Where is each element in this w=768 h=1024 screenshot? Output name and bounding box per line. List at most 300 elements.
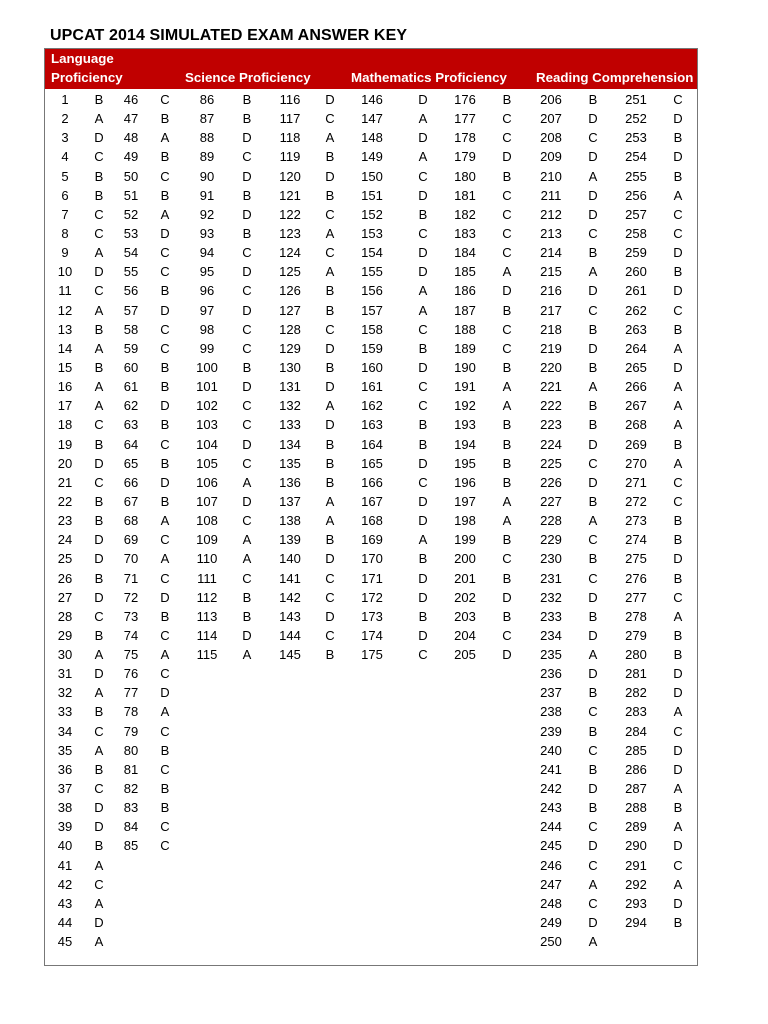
answer-letter: B: [673, 321, 683, 337]
question-number: 36: [57, 761, 73, 777]
answer-letter: B: [502, 474, 512, 490]
table-row: [45, 817, 697, 836]
answer-letter: C: [94, 206, 104, 222]
question-number: 60: [123, 359, 139, 375]
answer-letter: D: [588, 589, 598, 605]
question-number: 284: [625, 723, 647, 739]
answer-letter: D: [673, 685, 683, 701]
question-number: 26: [57, 570, 73, 586]
table-row: [45, 894, 697, 913]
answer-letter: C: [160, 627, 170, 643]
question-number: 15: [57, 359, 73, 375]
question-number: 220: [540, 359, 562, 375]
question-number: 250: [540, 934, 562, 950]
question-number: 236: [540, 666, 562, 682]
answer-letter: B: [94, 838, 104, 854]
table-row: [45, 760, 697, 779]
question-number: 68: [123, 513, 139, 529]
question-number: 216: [540, 283, 562, 299]
question-number: 97: [199, 302, 215, 318]
question-number: 270: [625, 455, 647, 471]
answer-letter: D: [673, 283, 683, 299]
answer-letter: C: [673, 857, 683, 873]
question-number: 85: [123, 838, 139, 854]
answer-letter: C: [94, 225, 104, 241]
table-row: [45, 798, 697, 817]
answer-letter: A: [588, 168, 598, 184]
question-number: 63: [123, 417, 139, 433]
question-number: 18: [57, 417, 73, 433]
question-number: 99: [199, 340, 215, 356]
question-number: 122: [279, 206, 301, 222]
question-number: 190: [454, 359, 476, 375]
answer-letter: D: [242, 493, 252, 509]
answer-letter: B: [588, 800, 598, 816]
table-row: [45, 588, 697, 607]
answer-letter: B: [325, 647, 335, 663]
answer-letter: B: [325, 474, 335, 490]
question-number: 168: [361, 513, 383, 529]
table-row: [45, 377, 697, 396]
question-number: 148: [361, 130, 383, 146]
answer-letter: D: [94, 915, 104, 931]
question-number: 2: [61, 111, 69, 127]
question-number: 193: [454, 417, 476, 433]
answer-letter: B: [325, 455, 335, 471]
answer-letter: C: [160, 819, 170, 835]
question-number: 89: [199, 149, 215, 165]
answer-letter: D: [94, 800, 104, 816]
question-number: 183: [454, 225, 476, 241]
table-row: [45, 569, 697, 588]
question-number: 27: [57, 589, 73, 605]
question-number: 154: [361, 245, 383, 261]
question-number: 34: [57, 723, 73, 739]
answer-letter: D: [242, 627, 252, 643]
question-number: 51: [123, 187, 139, 203]
question-number: 151: [361, 187, 383, 203]
answer-letter: A: [588, 513, 598, 529]
table-row: [45, 90, 697, 109]
question-number: 163: [361, 417, 383, 433]
question-number: 290: [625, 838, 647, 854]
answer-letter: D: [94, 532, 104, 548]
question-number: 45: [57, 934, 73, 950]
question-number: 61: [123, 379, 139, 395]
question-number: 262: [625, 302, 647, 318]
table-row: [45, 167, 697, 186]
answer-letter: D: [673, 359, 683, 375]
question-number: 96: [199, 283, 215, 299]
question-number: 231: [540, 570, 562, 586]
question-number: 258: [625, 225, 647, 241]
question-number: 259: [625, 245, 647, 261]
answer-letter: D: [94, 130, 104, 146]
question-number: 42: [57, 876, 73, 892]
question-number: 208: [540, 130, 562, 146]
question-number: 141: [279, 570, 301, 586]
question-number: 117: [279, 111, 301, 127]
question-number: 30: [57, 647, 73, 663]
answer-letter: B: [588, 608, 598, 624]
question-number: 153: [361, 225, 383, 241]
question-number: 137: [279, 493, 301, 509]
question-number: 249: [540, 915, 562, 931]
answer-letter: C: [94, 876, 104, 892]
question-number: 7: [61, 206, 69, 222]
answer-letter: D: [418, 92, 428, 107]
question-number: 120: [279, 168, 301, 184]
answer-letter: D: [673, 838, 683, 854]
answer-letter: C: [673, 723, 683, 739]
question-number: 227: [540, 493, 562, 509]
answer-letter: B: [588, 92, 598, 107]
question-number: 195: [454, 455, 476, 471]
question-number: 133: [279, 417, 301, 433]
question-number: 134: [279, 436, 301, 452]
answer-letter: B: [242, 225, 252, 241]
answer-letter: A: [325, 264, 335, 280]
answer-letter: C: [502, 206, 512, 222]
answer-letter: D: [588, 111, 598, 127]
question-number: 245: [540, 838, 562, 854]
question-number: 88: [199, 130, 215, 146]
question-number: 146: [361, 92, 383, 107]
answer-letter: A: [160, 206, 170, 222]
answer-letter: D: [242, 436, 252, 452]
answer-letter: A: [160, 704, 170, 720]
table-row: [45, 836, 697, 855]
question-number: 135: [279, 455, 301, 471]
question-number: 224: [540, 436, 562, 452]
answer-letter: A: [673, 608, 683, 624]
question-number: 87: [199, 111, 215, 127]
answer-letter: A: [94, 857, 104, 873]
question-number: 22: [57, 493, 73, 509]
answer-letter: A: [94, 398, 104, 414]
question-number: 244: [540, 819, 562, 835]
answer-letter: B: [160, 742, 170, 758]
question-number: 176: [454, 92, 476, 107]
question-number: 66: [123, 474, 139, 490]
question-number: 71: [123, 570, 139, 586]
answer-letter: A: [502, 398, 512, 414]
answer-letter: A: [673, 704, 683, 720]
question-number: 10: [57, 264, 73, 280]
language-header-line1: Language: [51, 51, 114, 66]
question-number: 28: [57, 608, 73, 624]
answer-letter: D: [325, 168, 335, 184]
answer-letter: C: [160, 761, 170, 777]
answer-letter: B: [502, 570, 512, 586]
question-number: 169: [361, 532, 383, 548]
question-number: 165: [361, 455, 383, 471]
question-number: 279: [625, 627, 647, 643]
answer-letter: C: [588, 819, 598, 835]
question-number: 248: [540, 895, 562, 911]
question-number: 113: [196, 608, 218, 624]
answer-letter: B: [418, 436, 428, 452]
question-number: 75: [123, 647, 139, 663]
question-number: 38: [57, 800, 73, 816]
answer-letter: C: [94, 283, 104, 299]
question-number: 11: [58, 283, 72, 299]
question-number: 266: [625, 379, 647, 395]
answer-letter: C: [418, 474, 428, 490]
question-number: 222: [540, 398, 562, 414]
answer-letter: B: [242, 589, 252, 605]
question-number: 80: [123, 742, 139, 758]
question-number: 107: [196, 493, 218, 509]
answer-letter: D: [418, 264, 428, 280]
answer-letter: A: [588, 379, 598, 395]
answer-letter: D: [94, 455, 104, 471]
answer-letter: D: [588, 436, 598, 452]
question-number: 213: [540, 225, 562, 241]
answer-letter: D: [673, 149, 683, 165]
table-row: [45, 549, 697, 568]
answer-letter: D: [242, 206, 252, 222]
question-number: 162: [361, 398, 383, 414]
question-number: 67: [123, 493, 139, 509]
answer-letter: A: [418, 149, 428, 165]
question-number: 101: [196, 379, 218, 395]
answer-letter: B: [242, 187, 252, 203]
question-number: 127: [279, 302, 301, 318]
answer-key-table: [44, 48, 698, 966]
answer-letter: B: [160, 187, 170, 203]
answer-letter: B: [673, 168, 683, 184]
question-number: 278: [625, 608, 647, 624]
table-row: [45, 205, 697, 224]
question-number: 239: [540, 723, 562, 739]
answer-letter: C: [588, 704, 598, 720]
answer-letter: A: [94, 340, 104, 356]
answer-letter: C: [160, 532, 170, 548]
answer-letter: B: [94, 92, 104, 107]
answer-letter: A: [94, 302, 104, 318]
question-number: 91: [199, 187, 215, 203]
answer-letter: B: [325, 283, 335, 299]
table-row: [45, 875, 697, 894]
answer-letter: C: [502, 551, 512, 567]
question-number: 285: [625, 742, 647, 758]
answer-letter: B: [673, 627, 683, 643]
table-row: [45, 320, 697, 339]
answer-letter: B: [160, 455, 170, 471]
table-row: [45, 511, 697, 530]
question-number: 203: [454, 608, 476, 624]
question-number: 264: [625, 340, 647, 356]
page-title: UPCAT 2014 SIMULATED EXAM ANSWER KEY: [50, 27, 408, 44]
answer-letter: B: [325, 532, 335, 548]
question-number: 237: [540, 685, 562, 701]
question-number: 209: [540, 149, 562, 165]
answer-letter: A: [160, 647, 170, 663]
question-number: 50: [123, 168, 139, 184]
answer-letter: C: [242, 283, 252, 299]
answer-letter: C: [502, 187, 512, 203]
question-number: 100: [196, 359, 218, 375]
answer-letter: A: [673, 455, 683, 471]
question-number: 25: [57, 551, 73, 567]
answer-letter: A: [94, 742, 104, 758]
answer-letter: B: [418, 551, 428, 567]
answer-letter: B: [94, 493, 104, 509]
table-row: [45, 913, 697, 932]
question-number: 125: [279, 264, 301, 280]
question-number: 35: [57, 742, 73, 758]
reading-header: Reading Comprehension: [536, 70, 694, 85]
answer-letter: C: [242, 149, 252, 165]
answer-letter: C: [418, 321, 428, 337]
table-row: [45, 128, 697, 147]
question-number: 217: [540, 302, 562, 318]
question-number: 143: [279, 608, 301, 624]
question-number: 174: [361, 627, 383, 643]
question-number: 275: [625, 551, 647, 567]
answer-letter: C: [588, 857, 598, 873]
answer-letter: D: [160, 685, 170, 701]
question-number: 44: [57, 915, 73, 931]
question-number: 33: [57, 704, 73, 720]
table-row: [45, 147, 697, 166]
answer-letter: C: [502, 225, 512, 241]
answer-letter: B: [588, 723, 598, 739]
answer-letter: A: [242, 551, 252, 567]
answer-letter: D: [588, 187, 598, 203]
question-number: 14: [57, 340, 73, 356]
answer-letter: B: [325, 359, 335, 375]
answer-letter: B: [242, 92, 252, 107]
question-number: 77: [123, 685, 139, 701]
table-row: [45, 109, 697, 128]
answer-letter: B: [94, 359, 104, 375]
answer-letter: D: [673, 666, 683, 682]
table-row: [45, 530, 697, 549]
table-row: [45, 492, 697, 511]
question-number: 17: [57, 398, 73, 414]
question-number: 158: [361, 321, 383, 337]
answer-letter: D: [588, 838, 598, 854]
answer-letter: D: [418, 187, 428, 203]
question-number: 9: [61, 245, 69, 261]
question-number: 55: [123, 264, 139, 280]
answer-letter: C: [94, 781, 104, 797]
answer-letter: C: [94, 417, 104, 433]
answer-letter: D: [94, 264, 104, 280]
question-number: 185: [454, 264, 476, 280]
answer-letter: C: [94, 723, 104, 739]
answer-letter: D: [588, 206, 598, 222]
answer-letter: A: [502, 513, 512, 529]
question-number: 202: [454, 589, 476, 605]
mathematics-header: Mathematics Proficiency: [351, 70, 507, 85]
question-number: 142: [279, 589, 301, 605]
answer-letter: C: [242, 321, 252, 337]
answer-letter: A: [673, 819, 683, 835]
question-number: 277: [625, 589, 647, 605]
question-number: 182: [454, 206, 476, 222]
answer-letter: A: [502, 264, 512, 280]
answer-letter: C: [673, 206, 683, 222]
answer-letter: C: [418, 398, 428, 414]
question-number: 219: [540, 340, 562, 356]
question-number: 221: [540, 379, 562, 395]
question-number: 267: [625, 398, 647, 414]
question-number: 273: [625, 513, 647, 529]
answer-letter: D: [160, 398, 170, 414]
question-number: 199: [454, 532, 476, 548]
answer-letter: C: [242, 455, 252, 471]
answer-letter: B: [673, 647, 683, 663]
table-row: [45, 224, 697, 243]
question-number: 13: [57, 321, 73, 337]
question-number: 210: [540, 168, 562, 184]
answer-letter: D: [673, 111, 683, 127]
answer-letter: D: [94, 589, 104, 605]
question-number: 175: [361, 647, 383, 663]
table-row: [45, 262, 697, 281]
answer-letter: C: [673, 493, 683, 509]
answer-letter: A: [325, 130, 335, 146]
question-number: 103: [196, 417, 218, 433]
question-number: 177: [454, 111, 476, 127]
question-number: 171: [361, 570, 383, 586]
answer-letter: D: [160, 225, 170, 241]
question-number: 126: [279, 283, 301, 299]
question-number: 240: [540, 742, 562, 758]
question-number: 98: [199, 321, 215, 337]
answer-letter: B: [502, 302, 512, 318]
answer-letter: D: [418, 493, 428, 509]
question-number: 215: [540, 264, 562, 280]
answer-letter: A: [418, 283, 428, 299]
answer-letter: C: [673, 474, 683, 490]
question-number: 102: [196, 398, 218, 414]
question-number: 131: [279, 379, 301, 395]
answer-letter: B: [502, 455, 512, 471]
answer-letter: C: [502, 340, 512, 356]
answer-letter: B: [160, 417, 170, 433]
answer-letter: C: [588, 532, 598, 548]
question-number: 83: [123, 800, 139, 816]
answer-letter: B: [588, 417, 598, 433]
answer-letter: B: [502, 92, 512, 107]
question-number: 253: [625, 130, 647, 146]
answer-letter: A: [242, 647, 252, 663]
answer-letter: B: [673, 800, 683, 816]
question-number: 54: [123, 245, 139, 261]
question-number: 24: [57, 532, 73, 548]
question-number: 76: [123, 666, 139, 682]
question-number: 269: [625, 436, 647, 452]
answer-letter: B: [94, 627, 104, 643]
table-row: [45, 243, 697, 262]
question-number: 223: [540, 417, 562, 433]
answer-letter: C: [94, 474, 104, 490]
question-number: 251: [625, 92, 647, 107]
question-number: 230: [540, 551, 562, 567]
answer-letter: D: [418, 245, 428, 261]
question-number: 1: [61, 92, 69, 107]
answer-letter: A: [502, 379, 512, 395]
answer-letter: C: [418, 168, 428, 184]
answer-letter: C: [502, 130, 512, 146]
question-number: 242: [540, 781, 562, 797]
answer-letter: B: [94, 761, 104, 777]
answer-letter: A: [673, 781, 683, 797]
